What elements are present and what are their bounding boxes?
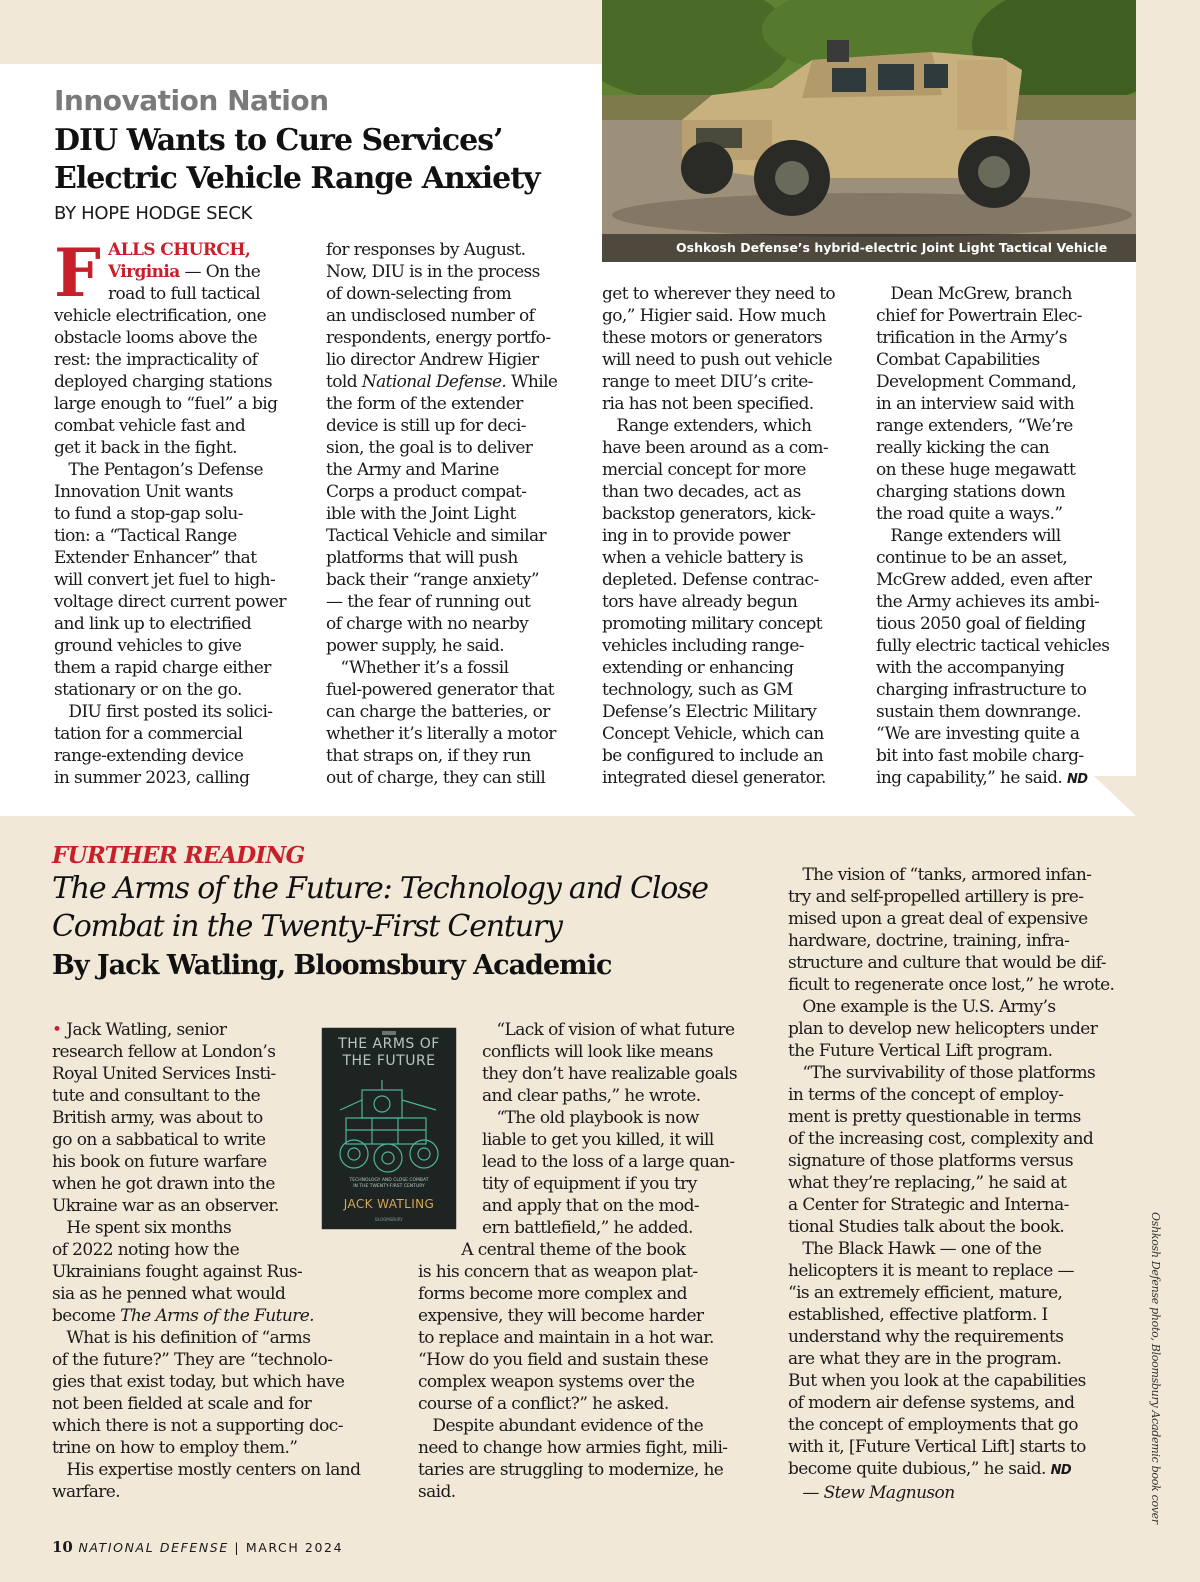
review-col2-top: “Lack of vision of what future conflicts will look like means they don’t have realizable goals and clear paths,” he wrote. “The old playbook is now liable to get you killed, it will lead to the loss of a large quan- tity of equipment if you try and apply that on the mod- ern battlefield,” he added.: [482, 1020, 737, 1238]
article-column-3: [602, 283, 835, 789]
cover-title-line-2: THE FUTURE: [342, 1053, 436, 1069]
article-column-4: [876, 283, 1109, 791]
page-footer: [52, 1538, 343, 1556]
cover-badge: [382, 1031, 396, 1035]
col2-text-b: While the form of the extender device is still up for deci- sion, the goal is to deliver the Army and Marine Corps a product compat- ible with the Joint Light Tactical Vehicle and similar platforms that will push back their “range anxiety” — the fear of running out of charge with no nearby power supply, he said. “Whether it’s a fossil fuel-powered generator that can charge the batteries, or whether it’s literally a motor that straps on, if they run out of charge, they can still: [326, 372, 558, 788]
page-number: 10: [52, 1538, 73, 1556]
article-headline: DIU Wants to Cure Services’ Electric Vehicle Range Anxiety: [54, 123, 540, 196]
article-column-1: [54, 283, 286, 789]
cover-title: [322, 1036, 456, 1070]
jltv-illustration: [602, 0, 1136, 262]
review-book-title: The Arms of the Future: Technology and Close Combat in the Twenty-First Century: [52, 871, 708, 944]
review-column-2-top: [482, 1019, 737, 1239]
article-column-2: [326, 239, 557, 789]
drop-cap: F: [54, 234, 101, 312]
review-author-line: By Jack Watling, Bloomsbury Academic: [52, 950, 612, 981]
cover-author: JACK WATLING: [343, 1197, 435, 1211]
review-column-1: [52, 1019, 360, 1503]
book-cover: [322, 1028, 456, 1229]
cover-title-line-1: THE ARMS OF: [338, 1036, 440, 1052]
bullet-mark: •: [52, 1020, 62, 1040]
col1-first-line: — On the: [179, 262, 261, 282]
review-col3-text: The vision of “tanks, armored infan- try and self-propelled artillery is pre- mised upon a great deal of expensive hardware, doctrine, training, infra- structure and culture that would be dif- ficult to regenerate once lost,” he wrote. One example is the U.S. Army’s plan to develop new helicopters under the Future Vertical Lift program. “The survivability of those platforms in terms of the concept of employ- ment is pretty questionable in terms of the increasing cost, complexity and signature of those platforms versus what they’re replacing,” he said at a Center for Strategic and Interna- tional Studies talk about the book. The Black Hawk — one of the helicopters it is meant to replace — “is an extremely efficient, mature, established, effective platform. I understand why the requirements are what they are in the program. But when you look at the capabilities of modern air defense systems, and the concept of employments that go with it, [Future Vertical Lift] starts to become quite dubious,” he said.: [788, 865, 1115, 1479]
magazine-name: NATIONAL DEFENSE: [78, 1540, 229, 1555]
review-column-3: [788, 864, 1114, 1504]
cover-subtitle-line-1: TECHNOLOGY AND CLOSE COMBAT: [349, 1178, 429, 1183]
end-mark: ND: [1067, 772, 1088, 787]
panel-corner-fold: [1094, 776, 1136, 816]
review-col1-top: Jack Watling, senior research fellow at London’s Royal United Services Insti- tute and consultant to the British army, was about to go on a sabbatical to write his book on future warfare when he got drawn into the Ukraine war as an observer. He spent six months of 2022 noting how the Ukrainians fought against Rus- sia as he penned what would become: [52, 1020, 303, 1326]
cover-subtitle-line-2: IN THE TWENTY-FIRST CENTURY: [353, 1184, 425, 1189]
review-column-2-bottom: [418, 1239, 727, 1503]
article-col1-lines-a: road to full tactical: [108, 284, 261, 304]
review-col1-bottom: What is his definition of “arms of the future?” They are “technolo- gies that exist today, but which have not been fielded at scale and for which there is not a supporting doc- trine on how to employ them.” His expertise mostly centers on land warfare.: [52, 1328, 361, 1502]
review-end-mark: ND: [1050, 1463, 1072, 1478]
photo-credit-text: Oshkosh Defense photo, Bloomsbury Academic book cover: [1149, 1212, 1162, 1524]
vehicle-photo: [602, 0, 1136, 262]
photo-caption: Oshkosh Defense’s hybrid-electric Joint Light Tactical Vehicle: [602, 234, 1136, 262]
cover-robot-vehicle-art: [332, 1080, 446, 1174]
dateline-state: Virginia: [108, 262, 180, 282]
publication-name: National Defense.: [361, 372, 507, 392]
issue-date: MARCH 2024: [245, 1540, 344, 1555]
review-kicker: FURTHER READING: [52, 842, 305, 869]
dateline-city: ALLS CHURCH,: [108, 240, 251, 260]
footer-separator: |: [228, 1540, 246, 1555]
review-signoff: — Stew Magnuson: [788, 1483, 955, 1503]
col2-text-a: for responses by August. Now, DIU is in the process of down-selecting from an undisclosed number of respondents, energy portfo- lio director Andrew Higier told: [326, 240, 551, 392]
review-col2-bottom: A central theme of the book is his concern that as weapon plat- forms become more complex and expensive, they will become harder to replace and maintain in a hot war. “How do you field and sustain these complex weapon systems over the course of a conflict?” he asked. Despite abundant evidence of the need to change how armies fight, mili- taries are struggling to modernize, he said.: [418, 1240, 728, 1502]
article-dateline: [108, 239, 260, 283]
book-name: The Arms of the Future.: [120, 1306, 314, 1326]
article-col3-text: get to wherever they need to go,” Higier said. How much these motors or generators will need to push out vehicle range to meet DIU’s crite- ria has not been specified. Range extenders, which have been around as a com- mercial concept for more than two decades, act as backstop generators, kick- ing in to provide power when a vehicle battery is depleted. Defense contrac- tors have already begun promoting military concept vehicles including range- extending or enhancing technology, such as GM Defense’s Electric Military Concept Vehicle, which can be configured to include an integrated diesel generator.: [602, 284, 836, 788]
photo-credit: [1148, 1212, 1164, 1524]
article-col4-text: Dean McGrew, branch chief for Powertrain Elec- trification in the Army’s Combat Capabilities Development Command, in an interview said with range extenders, “We’re really kicking the can on these huge megawatt charging stations down the road quite a ways.” Range extenders will continue to be an asset, McGrew added, even after the Army achieves its ambi- tious 2050 goal of fielding fully electric tactical vehicles with the accompanying charging infrastructure to sustain them downrange. “We are investing quite a bit into fast mobile charg- ing capability,” he said.: [876, 284, 1110, 788]
article-col1-text: vehicle electrification, one obstacle looms above the rest: the impracticality of deployed charging stations large enough to “fuel” a big combat vehicle fast and get it back in the fight. The Pentagon’s Defense Innovation Unit wants to fund a stop-gap solu- tion: a “Tactical Range Extender Enhancer” that will convert jet fuel to high- voltage direct current power and link up to electrified ground vehicles to give them a rapid charge either stationary or on the go. DIU first posted its solici- tation for a commercial range-extending device in summer 2023, calling: [54, 306, 286, 788]
article-byline: BY HOPE HODGE SECK: [54, 203, 253, 224]
cover-publisher: BLOOMSBURY: [375, 1217, 403, 1222]
cover-subtitle: [322, 1178, 456, 1190]
article-kicker: Innovation Nation: [54, 84, 329, 117]
